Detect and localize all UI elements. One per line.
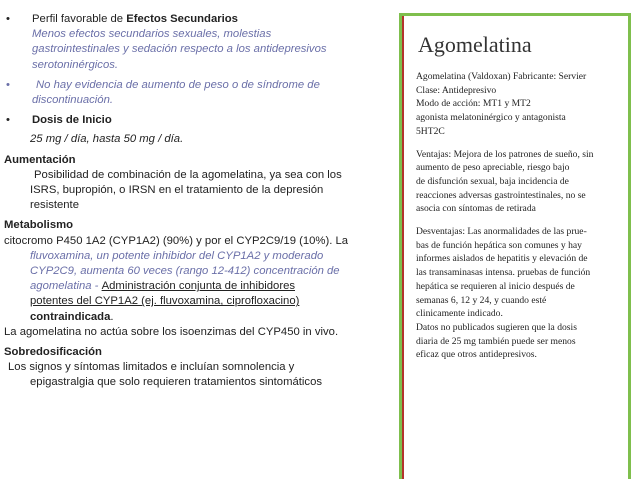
coadministration-warning: Administración conjunta de inhibidores xyxy=(101,280,296,293)
drug-info-line: agonista melatoninérgico y antagonista xyxy=(416,112,566,124)
disadvantages-line: diaria de 25 mg también puede ser menos xyxy=(416,335,576,347)
panel-title: Agomelatina xyxy=(418,32,532,57)
bullet-dose xyxy=(4,113,396,128)
bullet-side-effects xyxy=(4,12,396,73)
metabolism-line-7: La agomelatina no actúa sobre los isoenzimas del CYP450 in vivo. xyxy=(4,325,339,338)
advantages-line: reacciones adversas gastrointestinales, no se xyxy=(416,189,586,201)
drug-info-line: Clase: Antidepresivo xyxy=(416,84,497,96)
augmentation-line-1: Posibilidad de combinación de la agomelatina, ya sea con los xyxy=(34,168,342,181)
metabolism-line-1: citocromo P450 1A2 (CYP1A2) (90%) y por el CYP2C9/19 (10%). La xyxy=(4,234,349,247)
weight-line-1: No hay evidencia de aumento de peso o de síndrome de xyxy=(36,78,320,91)
side-effects-heading: Efectos Secundarios xyxy=(126,13,238,25)
advantages-line: asocia con síntomas de retirada xyxy=(416,203,536,215)
side-effects-line-2: gastrointestinales y sedación respecto a los antidepresivos xyxy=(32,43,327,56)
bullet-marker: • xyxy=(6,114,10,127)
metabolism-line-4a: agomelatina - xyxy=(30,280,102,293)
disadvantages-line: semanas 6, 12 y 24, y cuando esté xyxy=(416,294,547,306)
overdose-heading: Sobredosificación xyxy=(4,346,102,359)
metabolism-line-3: CYP2C9, aumenta 60 veces (rango 12-412) concentración de xyxy=(30,265,340,278)
disadvantages-line: clinicamente indicado. xyxy=(416,308,503,320)
scanned-excerpt-panel xyxy=(399,13,631,479)
drug-info-group xyxy=(416,70,628,139)
disadvantages-line: Desventajas: Las anormalidades de las prue- xyxy=(416,226,587,238)
metabolism-line-2: fluvoxamina, un potente inhibidor del CYP1A2 y moderado xyxy=(30,249,324,262)
bullet-weight xyxy=(4,78,396,108)
metabolism-heading: Metabolismo xyxy=(4,219,74,232)
side-effects-intro: Perfil favorable de xyxy=(32,13,127,25)
metabolism-line-5: potentes del CYP1A2 (ej. fluvoxamina, ciprofloxacino) xyxy=(30,295,300,308)
advantages-group xyxy=(416,148,628,217)
left-text-column xyxy=(4,12,396,391)
bullet-marker: • xyxy=(6,13,10,25)
disadvantages-line: hepática se requieren al inicio después de xyxy=(416,280,575,292)
bullet-marker: • xyxy=(6,78,10,91)
advantages-line: de disfunción sexual, baja incidencia de xyxy=(416,175,569,187)
side-effects-line-3: serotoninérgicos. xyxy=(32,58,119,71)
disadvantages-group xyxy=(416,225,628,362)
panel-red-edge xyxy=(402,16,404,479)
dose-value: 25 mg / día, hasta 50 mg / día. xyxy=(30,133,184,146)
augmentation-heading: Aumentación xyxy=(4,153,76,166)
weight-line-2: discontinuación. xyxy=(32,94,114,107)
advantages-line: Ventajas: Mejora de los patrones de sueño, sin xyxy=(416,148,594,160)
disadvantages-line: bas de función hepática son comunes y hay xyxy=(416,239,582,251)
augmentation-line-2: ISRS, bupropión, o IRSN en el tratamiento de la depresión xyxy=(30,184,324,197)
overdose-line-2: epigastralgia que solo requieren tratamientos sintomáticos xyxy=(30,376,322,389)
disadvantages-line: Datos no publicados sugieren que la dosis xyxy=(416,321,577,333)
panel-body xyxy=(416,70,628,362)
advantages-line: aumento de peso apreciable, riesgo bajo xyxy=(416,162,570,174)
drug-info-line: Modo de acción: MT1 y MT2 xyxy=(416,98,531,110)
period: . xyxy=(110,310,114,323)
overdose-line-1: Los signos y síntomas limitados e incluían somnolencia y xyxy=(8,361,295,374)
contraindicated-label: contraindicada xyxy=(30,310,111,323)
side-effects-line-1: Menos efectos secundarios sexuales, molestias xyxy=(32,28,272,41)
dose-heading: Dosis de Inicio xyxy=(32,114,112,127)
drug-info-line: 5HT2C xyxy=(416,125,445,137)
disadvantages-line: informes aislados de hepatitis y elevación de xyxy=(416,253,588,265)
disadvantages-line: eficaz que otros antidepresivos. xyxy=(416,349,537,361)
drug-info-line: Agomelatina (Valdoxan) Fabricante: Servier xyxy=(416,71,587,82)
augmentation-line-3: resistente xyxy=(30,199,79,212)
disadvantages-line: las transaminasas intensa. pruebas de función xyxy=(416,267,591,279)
